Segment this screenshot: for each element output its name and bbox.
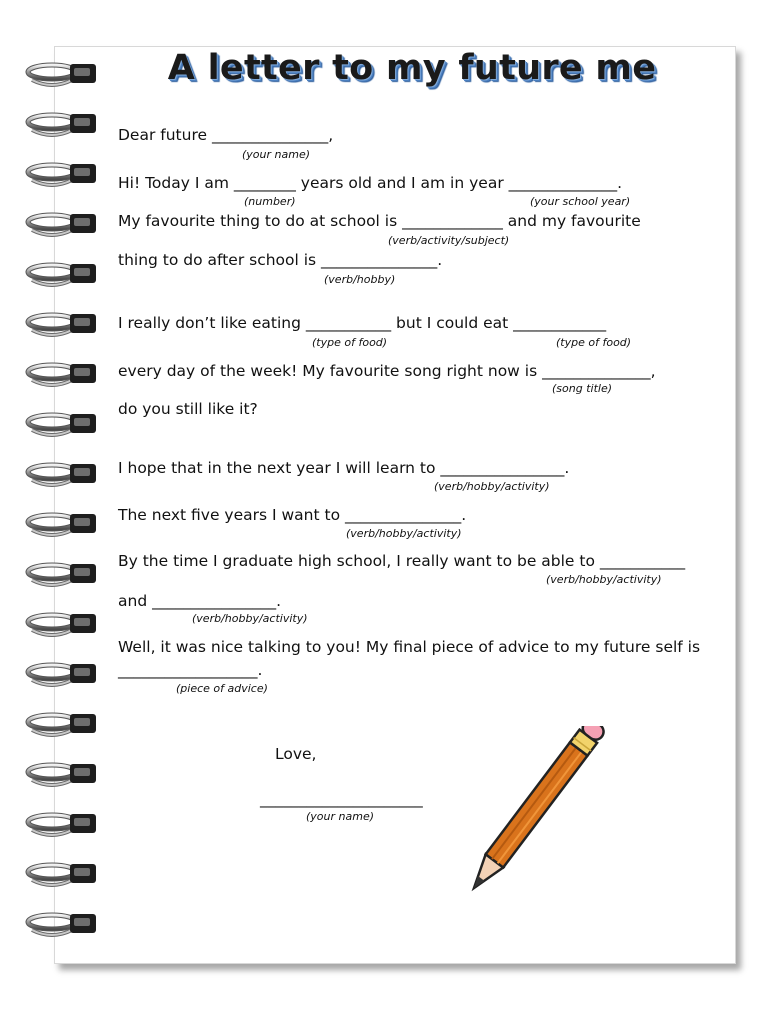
pencil-icon [466,726,606,896]
hint-piece-of-advice: (piece of advice) [176,682,268,695]
hint-type-of-food-2: (type of food) [556,336,632,349]
line-and: and ________________. [118,592,282,610]
line-dont-like-eating: I really don’t like eating ___________ but I could eat ____________ [118,314,607,332]
line-next-year: I hope that in the next year I will learn to ________________. [118,459,570,477]
hint-verb-hobby-activity-1: (verb/hobby/activity) [434,480,550,493]
hint-verb-activity-subject: (verb/activity/subject) [388,234,510,247]
line-favourite-school: My favourite thing to do at school is _____________ and my favourite [118,212,641,230]
line-next-five-years: The next five years I want to _______________. [118,506,467,524]
line-after-school: thing to do after school is _______________. [118,251,443,269]
hint-song-title: (song title) [552,382,613,395]
spiral-binding [0,0,110,1024]
hint-your-name-signature: (your name) [306,810,375,823]
line-still-like-it: do you still like it? [118,400,258,418]
hint-verb-hobby: (verb/hobby) [324,273,396,286]
line-final-advice: Well, it was nice talking to you! My final piece of advice to my future self is [118,638,701,656]
line-graduate: By the time I graduate high school, I really want to be able to ___________ [118,552,686,570]
hint-verb-hobby-activity-2: (verb/hobby/activity) [346,527,462,540]
page-title: A letter to my future me [167,48,657,88]
line-favourite-song: every day of the week! My favourite song right now is ______________, [118,362,656,380]
hint-school-year: (your school year) [530,195,631,208]
signature-blank: _____________________ [260,790,423,808]
line-advice-blank: __________________. [118,661,263,679]
hint-type-of-food-1: (type of food) [312,336,388,349]
hint-your-name: (your name) [242,148,311,161]
hint-verb-hobby-activity-3: (verb/hobby/activity) [546,573,662,586]
line-today-i-am: Hi! Today I am ________ years old and I am in year ______________. [118,174,623,192]
closing-love: Love, [275,745,317,763]
hint-verb-hobby-activity-4: (verb/hobby/activity) [192,612,308,625]
line-dear-future: Dear future _______________, [118,126,334,144]
spiral-ring-icon [28,64,96,935]
hint-number: (number) [244,195,296,208]
